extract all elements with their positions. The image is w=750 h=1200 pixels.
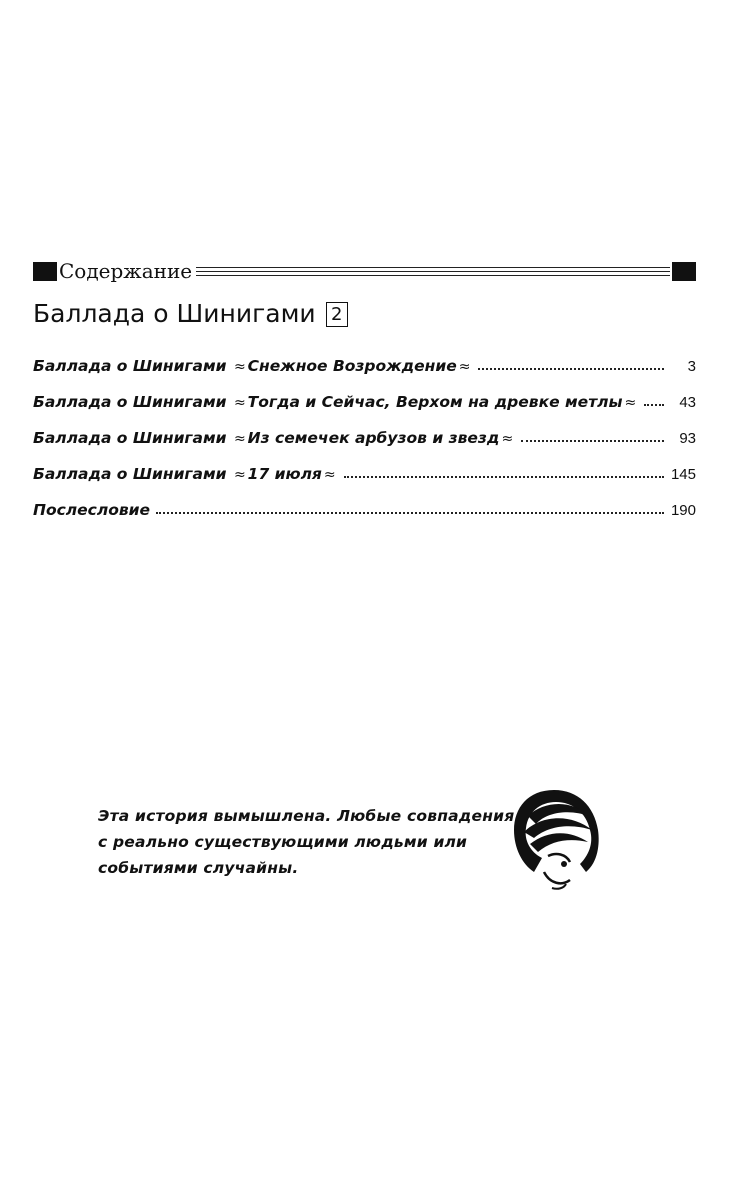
flourish-icon: ≈: [624, 395, 637, 411]
toc-entry: [33, 384, 696, 420]
toc-series: Баллада о Шинигами: [33, 393, 227, 411]
toc-series: Баллада о Шинигами: [33, 465, 227, 483]
toc-series: Послесловие: [33, 501, 151, 519]
toc-page-number: 145: [670, 465, 696, 483]
toc-page-number: 3: [687, 357, 696, 375]
swirl-face-logo-icon: [508, 786, 600, 890]
toc-entry: [33, 420, 696, 456]
volume-number: 2: [326, 302, 348, 327]
toc-chapter: 17 июля: [247, 465, 322, 483]
toc-entry-title: [33, 429, 515, 447]
header-square-right: [672, 262, 696, 281]
toc-chapter: Снежное Возрождение: [247, 357, 457, 375]
flourish-icon: ≈: [323, 467, 336, 483]
toc-entry: [33, 456, 696, 492]
toc-entry: [33, 348, 696, 384]
toc-series: Баллада о Шинигами: [33, 357, 227, 375]
toc-chapter: Из семечек арбузов и звезд: [247, 429, 500, 447]
disclaimer-line: с реально существующими людьми или: [98, 833, 468, 851]
book-title: [33, 298, 348, 330]
flourish-icon: ≈: [501, 431, 514, 447]
toc-chapter: Тогда и Сейчас, Верхом на древке метлы: [247, 393, 623, 411]
dot-leader: [478, 368, 664, 370]
toc-entry-title: [33, 393, 638, 411]
dot-leader: [344, 476, 664, 478]
toc-series: Баллада о Шинигами: [33, 429, 227, 447]
toc-page-number: 93: [679, 429, 696, 447]
toc-page-number: 43: [679, 393, 696, 411]
header-rule: [196, 267, 670, 276]
disclaimer: [98, 803, 518, 881]
toc-entry-title: [33, 357, 472, 375]
toc-entry-title: [33, 465, 338, 483]
disclaimer-line: Эта история вымышлена. Любые совпадения: [98, 807, 515, 825]
toc-entry: [33, 492, 696, 528]
contents-title: Содержание: [59, 259, 193, 283]
dot-leader: [521, 440, 664, 442]
flourish-icon: ≈: [458, 359, 471, 375]
toc-page-number: 190: [670, 501, 696, 519]
flourish-icon: ≈: [233, 395, 246, 411]
flourish-icon: ≈: [233, 359, 246, 375]
contents-header: [33, 258, 696, 284]
table-of-contents: [33, 348, 696, 528]
flourish-icon: ≈: [233, 431, 246, 447]
header-square-left: [33, 262, 57, 281]
dot-leader: [156, 512, 664, 514]
dot-leader: [644, 404, 664, 406]
toc-entry-title: [33, 501, 150, 519]
flourish-icon: ≈: [233, 467, 246, 483]
book-title-text: Баллада о Шинигами: [33, 299, 316, 328]
disclaimer-line: событиями случайны.: [98, 859, 299, 877]
